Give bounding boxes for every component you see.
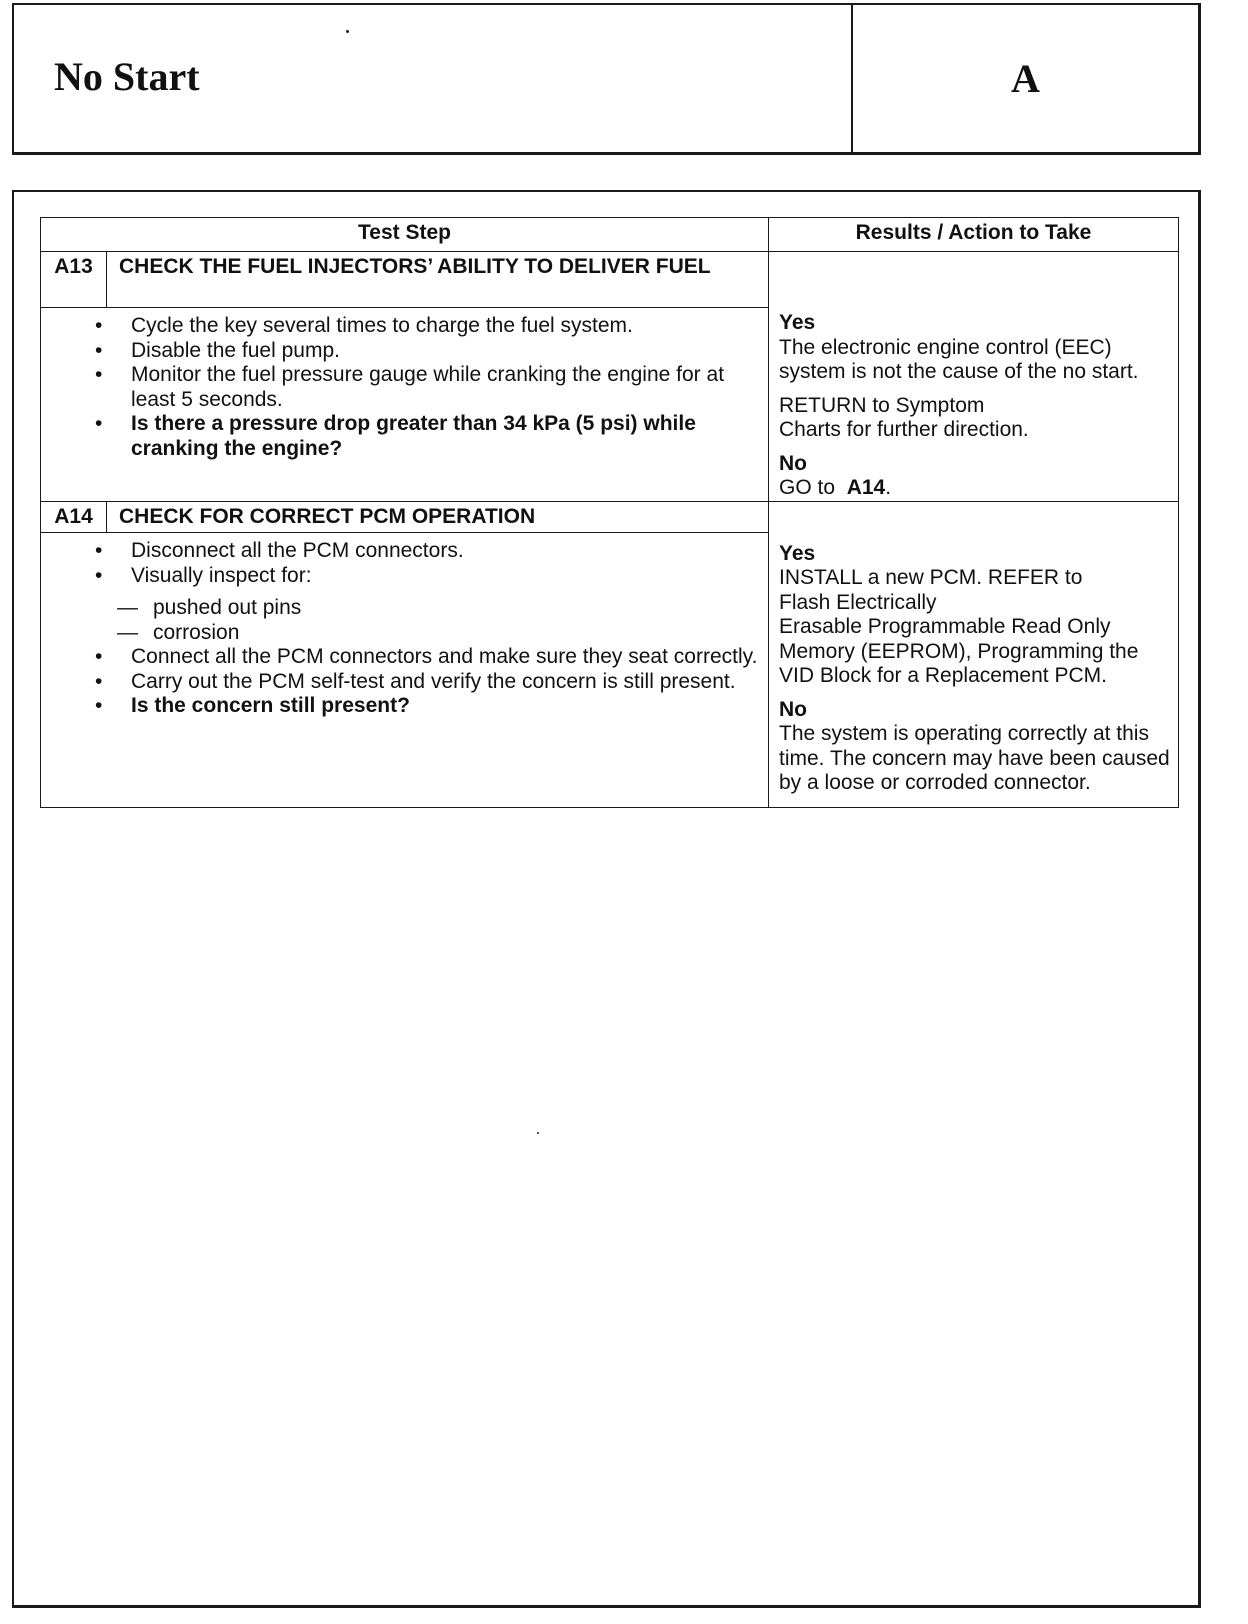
yes-label: Yes: [779, 541, 816, 565]
yes-label: Yes: [779, 311, 816, 334]
results-cell: [769, 501, 1179, 807]
no-text-prefix: GO to: [779, 476, 836, 499]
scan-speck: [537, 1132, 539, 1134]
sub-item: — corrosion: [153, 621, 758, 646]
yes-result: [779, 311, 1174, 385]
step-header-row: [41, 252, 1179, 308]
no-text-suffix: .: [885, 476, 892, 499]
no-text: [779, 476, 1174, 501]
step-header-row: [41, 501, 1179, 533]
action-item: • Monitor the fuel pressure gauge while cranking the engine for at least 5 seconds.: [131, 363, 758, 412]
step-actions-cell: [41, 308, 769, 502]
no-result: [779, 452, 1174, 501]
section-code: A: [1011, 56, 1040, 101]
action-item: [131, 564, 758, 646]
scan-speck: [346, 30, 349, 33]
step-actions-cell: [41, 533, 769, 808]
action-list: [51, 539, 758, 719]
action-item: • Disconnect all the PCM connectors.: [131, 539, 758, 564]
no-label: No: [779, 697, 807, 721]
header-box: [12, 3, 1201, 155]
action-item: • Cycle the key several times to charge the fuel system.: [131, 314, 758, 339]
decision-question: • Is the concern still present?: [131, 694, 758, 719]
column-header-test-step: Test Step: [41, 218, 769, 252]
step-id: A14: [41, 501, 107, 533]
step-title: CHECK THE FUEL INJECTORS’ ABILITY TO DELIVER FUEL: [107, 252, 769, 308]
yes-action-text: RETURN to Symptom Charts for further direction.: [779, 393, 1029, 441]
yes-text: INSTALL a new PCM. REFER to Flash Electrically Erasable Programmable Read Only Memory (EEPROM), Programming the VID Block for a Replacement PCM.: [779, 566, 1139, 687]
no-result: [779, 698, 1174, 796]
no-text: The system is operating correctly at this time. The concern may have been caused by a loose or corroded connector.: [779, 722, 1170, 794]
diagnostic-table: [40, 217, 1179, 808]
action-item-text: Visually inspect for:: [131, 563, 312, 587]
sub-item: — pushed out pins: [153, 596, 758, 621]
no-label: No: [779, 451, 807, 475]
step-id: A13: [41, 252, 107, 308]
inspection-sublist: [131, 596, 758, 645]
no-target-link: A14: [846, 476, 886, 499]
table-header-row: [41, 218, 1179, 252]
step-title: CHECK FOR CORRECT PCM OPERATION: [107, 501, 769, 533]
column-header-results: Results / Action to Take: [769, 218, 1179, 252]
yes-action: [779, 394, 1174, 443]
yes-result: [779, 542, 1174, 689]
yes-text: The electronic engine control (EEC) system is not the cause of the no start.: [779, 335, 1139, 383]
decision-question: • Is there a pressure drop greater than 34 kPa (5 psi) while cranking the engine?: [131, 412, 758, 461]
page-title: No Start: [54, 54, 200, 99]
results-cell: [769, 252, 1179, 502]
action-item: • Carry out the PCM self-test and verify the concern is still present.: [131, 670, 758, 695]
action-list: [51, 314, 758, 461]
action-item: • Disable the fuel pump.: [131, 339, 758, 364]
action-item: • Connect all the PCM connectors and make sure they seat correctly.: [131, 645, 758, 670]
